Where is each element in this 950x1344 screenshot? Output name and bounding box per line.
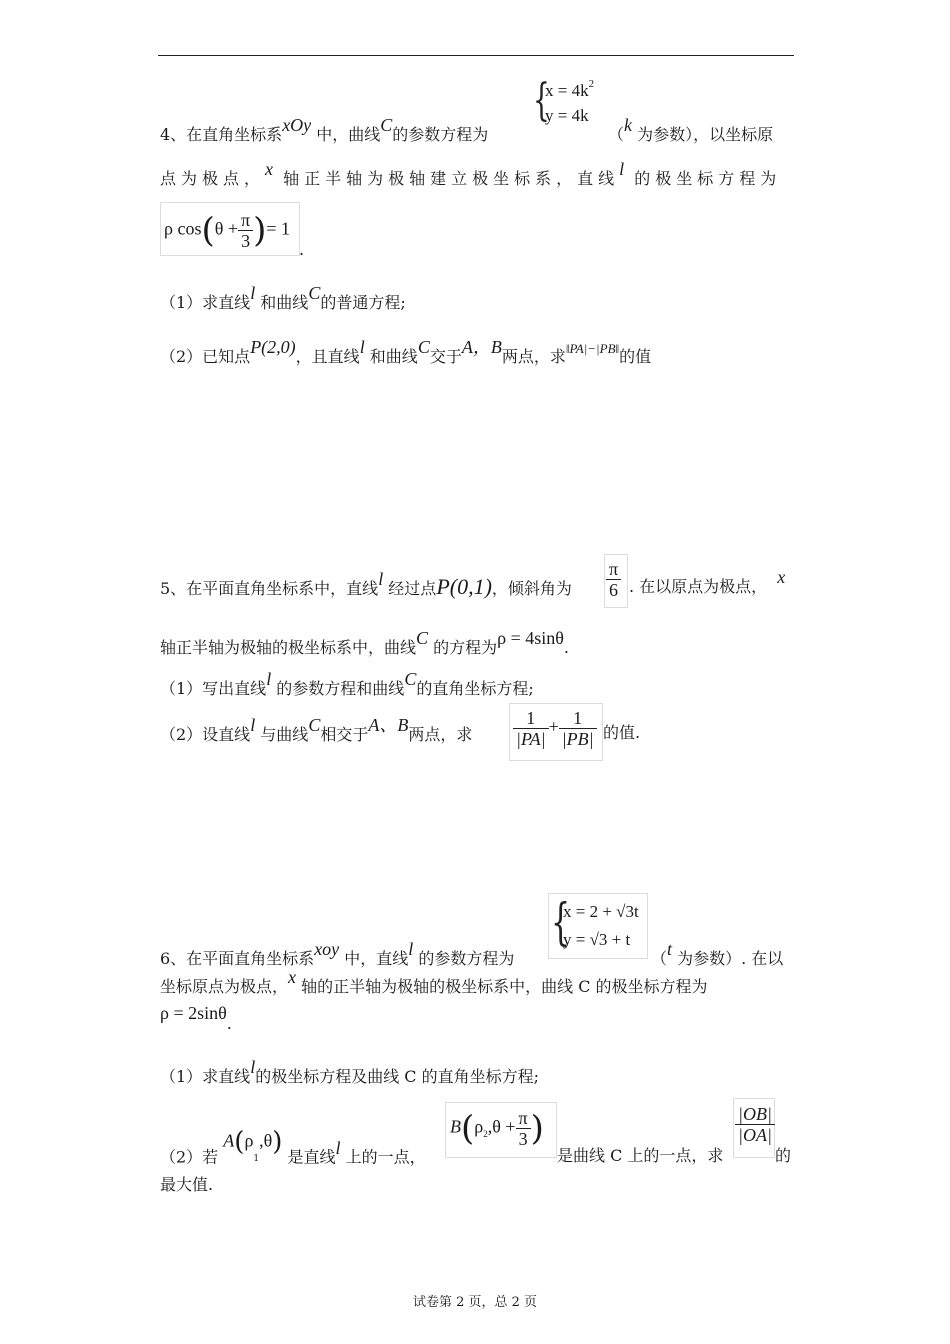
q5-text: ，倾斜角为	[491, 579, 572, 598]
q5-frac1-num: 1	[513, 708, 549, 729]
q6-ratio	[733, 1098, 775, 1158]
q6-a-sub: 1	[253, 1153, 260, 1164]
q4-line-l: l	[619, 159, 625, 179]
q5-text: 经过点	[388, 579, 437, 598]
q4-ab: A，B	[461, 337, 502, 357]
brace-icon: {	[551, 893, 571, 951]
q6-sys-row1: x = 2 + √3t	[563, 902, 639, 921]
q4-text: 为参数），以坐标原	[637, 125, 774, 144]
q5-ab: A、B	[368, 715, 409, 735]
q6-l: l	[408, 939, 414, 959]
q4-text: 的普通方程;	[320, 293, 406, 312]
q5-angle-fraction	[604, 554, 628, 608]
close-paren-icon: )	[272, 1127, 283, 1157]
q5-frac2-den: |PB|	[561, 729, 594, 749]
q6-line3	[160, 1003, 232, 1033]
q5-plus: +	[548, 716, 559, 737]
q5-text: 两点，求	[408, 725, 473, 744]
q4-text: 的参数方程为	[392, 125, 489, 144]
q5-angle-num: π	[606, 559, 621, 580]
q4-eq-right: = 1	[266, 218, 291, 239]
q4-eq-num: π	[238, 210, 253, 231]
q4-part2	[160, 337, 652, 368]
q6-sys-row2: y = √3 + t	[563, 930, 631, 949]
q6-text: 轴的正半轴为极轴的极坐标系中，曲线 C 的极坐标方程为	[301, 977, 708, 996]
q4-polar-equation	[160, 202, 300, 256]
q6-a: A	[223, 1130, 235, 1151]
q4-text: （2）已知点	[160, 347, 251, 366]
q6-text: （1）求直线	[160, 1067, 251, 1086]
page-footer: 试卷第 2 页，总 2 页	[412, 1295, 538, 1310]
q6-ratio-num: |OB|	[735, 1104, 775, 1125]
q6-text: 是直线	[287, 1147, 336, 1167]
q6-b-den: 3	[518, 1129, 528, 1149]
q5-part2-tail: 的值.	[603, 723, 641, 742]
q6-parametric-system	[548, 893, 648, 959]
open-paren-icon: (	[461, 1108, 475, 1149]
q4-expression: ‖PA|−|PB‖	[565, 341, 620, 356]
q6-b: B	[450, 1116, 461, 1137]
q4-eq-period: .	[299, 240, 305, 259]
q6-text: 的参数方程为	[418, 949, 515, 968]
q6-xoy: xoy	[314, 939, 340, 959]
q4-c: C	[308, 283, 321, 303]
q4-line1	[160, 115, 489, 145]
q6-paren: （	[651, 949, 668, 968]
q5-part2	[160, 715, 473, 746]
q4-line1-tail	[608, 115, 774, 145]
q4-line2	[160, 159, 782, 189]
q6-ratio-den: |OA|	[738, 1125, 772, 1145]
brace-icon: {	[533, 75, 550, 126]
q4-text: 和曲线	[369, 347, 418, 366]
q5-reciprocal-sum	[509, 703, 603, 761]
q4-sys-exponent: 2	[588, 78, 595, 90]
q6-l: l	[250, 1057, 256, 1077]
q4-text: 点为极点，	[160, 169, 266, 188]
q5-text: 5、在平面直角坐标系中，直线	[160, 579, 379, 598]
q6-b-theta: ,θ +	[487, 1116, 516, 1137]
q4-text: （1）求直线	[160, 293, 251, 312]
q4-curve-c: C	[380, 115, 393, 135]
q4-text: 交于	[429, 347, 462, 366]
q5-x: x	[777, 567, 786, 587]
q6-text: 为参数）. 在以	[677, 949, 784, 968]
q6-text: 6、在平面直角坐标系	[160, 949, 315, 968]
q6-part2-mid: 是曲线 C 上的一点，求	[557, 1146, 724, 1165]
q6-l: l	[335, 1137, 341, 1158]
q5-frac2-num: 1	[559, 708, 597, 729]
q5-frac1-den: |PA|	[516, 729, 546, 749]
q4-eq-den: 3	[241, 231, 251, 251]
q5-equation: ρ = 4sinθ	[497, 628, 564, 648]
q6-x: x	[288, 967, 297, 987]
q5-text: 相交于	[320, 725, 369, 744]
q4-text: 中，曲线	[316, 125, 381, 144]
q6-last-line: 最大值.	[160, 1175, 214, 1194]
q4-paren: （	[608, 125, 625, 144]
q6-b-fraction	[516, 1108, 531, 1149]
q4-sys-row2: y = 4k	[545, 106, 589, 125]
q4-eq-left: ρ cos	[164, 218, 202, 239]
q6-text: 的极坐标方程及曲线 C 的直角坐标方程;	[255, 1067, 540, 1086]
q5-point-p: P(0,1)	[436, 574, 492, 599]
q4-eq-fraction	[238, 210, 253, 251]
q6-point-a	[223, 1127, 283, 1164]
q6-text: 中，直线	[344, 949, 409, 968]
q5-angle-den: 6	[609, 580, 619, 600]
q5-c: C	[404, 669, 417, 689]
header-rule	[158, 55, 794, 56]
q4-text: ，且直线	[295, 347, 360, 366]
q6-line1	[160, 939, 515, 969]
q5-fraction-2	[559, 708, 597, 749]
q4-part1	[160, 283, 406, 313]
close-paren-icon: )	[530, 1108, 544, 1149]
q4-text: 4、在直角坐标系	[160, 125, 283, 144]
q5-text: .	[563, 638, 569, 657]
q4-l: l	[359, 337, 365, 357]
q6-point-b	[445, 1102, 557, 1158]
q6-text: （2）若	[160, 1147, 219, 1167]
q5-line1-tail	[629, 567, 786, 597]
q4-l: l	[250, 283, 256, 303]
q5-l: l	[378, 569, 384, 589]
close-paren-icon: )	[253, 210, 267, 251]
q4-c: C	[417, 337, 430, 357]
q5-l: l	[266, 669, 272, 689]
q6-b-num: π	[516, 1108, 531, 1129]
q5-text: （1）写出直线	[160, 679, 267, 698]
open-paren-icon: (	[201, 210, 215, 251]
q6-b-sub: 2	[483, 1129, 488, 1140]
q6-line2	[160, 967, 708, 997]
q5-c: C	[308, 715, 321, 735]
q6-part2-tail: 的	[775, 1146, 792, 1165]
q5-fraction-1	[513, 708, 549, 749]
q5-l: l	[250, 715, 256, 735]
q4-parametric-system	[530, 76, 602, 130]
q6-part1	[160, 1057, 540, 1087]
q4-text: 两点，求	[501, 347, 566, 366]
q4-x: x	[265, 159, 274, 179]
q4-text: 的极坐标方程为	[634, 169, 782, 188]
q4-param-k: k	[624, 115, 633, 135]
q6-b-rho: ρ	[474, 1116, 484, 1137]
q5-text: 的直角坐标方程;	[416, 679, 534, 698]
q6-param-t: t	[667, 939, 673, 959]
q4-xoy: xOy	[282, 115, 312, 135]
q6-part2	[160, 1127, 426, 1173]
q5-c: C	[416, 628, 429, 648]
q4-text: 的值	[619, 347, 652, 366]
q6-a-theta: ,θ	[259, 1130, 273, 1151]
q6-line1-tail	[651, 939, 784, 969]
q6-a-rho: ρ	[244, 1130, 254, 1151]
q5-text: （2）设直线	[160, 725, 251, 744]
q4-text: 和曲线	[260, 293, 309, 312]
q4-point-p: P(2,0)	[250, 337, 296, 357]
q5-part1	[160, 669, 534, 699]
q6-period: .	[226, 1014, 232, 1033]
q6-text: 上的一点，	[345, 1147, 426, 1167]
q5-line2	[160, 628, 569, 658]
q5-line1	[160, 569, 572, 600]
q4-text: 轴正半轴为极轴建立极坐标系，直线	[283, 169, 620, 188]
q5-text: . 在以原点为极点，	[629, 577, 768, 596]
q5-text: 轴正半轴为极轴的极坐标系中，曲线	[160, 638, 417, 657]
open-paren-icon: (	[234, 1127, 245, 1157]
q4-eq-inner: θ +	[214, 218, 239, 239]
q6-text: 坐标原点为极点，	[160, 977, 289, 996]
q6-equation: ρ = 2sinθ	[160, 1003, 227, 1023]
q5-text: 的方程为	[433, 638, 498, 657]
q5-text: 与曲线	[260, 725, 309, 744]
q4-sys-row1: x = 4k	[545, 81, 589, 100]
q5-text: 的参数方程和曲线	[276, 679, 405, 698]
